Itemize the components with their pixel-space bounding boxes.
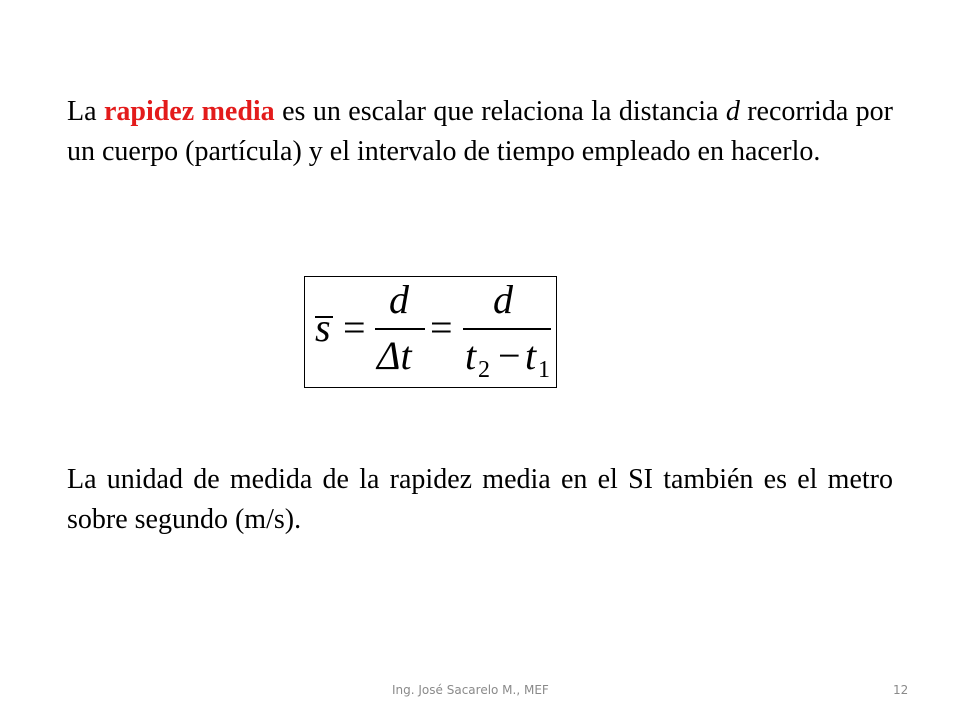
text-mid: es un escalar que relaciona la distancia — [274, 96, 726, 127]
fraction2-numerator: d — [493, 277, 513, 322]
formula-equals-2: = — [430, 305, 453, 350]
den-t2: t — [465, 333, 477, 378]
formula-box — [304, 276, 557, 388]
den-minus: − — [498, 333, 521, 378]
fraction1-numerator: d — [389, 277, 409, 322]
den-t1: t — [525, 333, 537, 378]
unit-paragraph: La unidad de medida de la rapidez media en el SI también es el metro sobre segundo (m/s). — [67, 464, 893, 535]
definition-paragraph — [67, 92, 893, 172]
variable-d: d — [725, 96, 740, 127]
fraction1-denominator: Δt — [377, 333, 412, 378]
formula-svg — [305, 277, 558, 389]
formula-equals-1: = — [343, 305, 366, 350]
den-sub-2: 2 — [478, 357, 490, 383]
text-pre: La — [67, 96, 104, 127]
footer-page-number: 12 — [893, 683, 909, 697]
den-sub-1: 1 — [538, 357, 550, 383]
formula-lhs: s — [315, 305, 331, 350]
text-post: recorrida por un cuerpo (partícula) y el intervalo de tiempo empleado en hacerlo. — [67, 96, 894, 167]
footer-author: Ing. José Sacarelo M., MEF — [392, 683, 549, 697]
highlight-term: rapidez media — [103, 96, 275, 127]
